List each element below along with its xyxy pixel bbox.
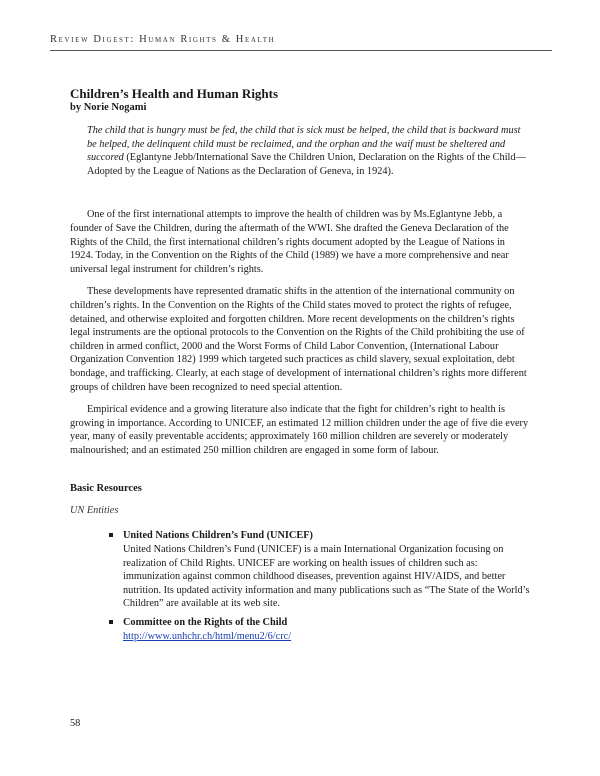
article-body (70, 86, 530, 648)
section-heading: Basic Resources (70, 483, 142, 495)
epigraph (87, 124, 530, 178)
resource-name: Committee on the Rights of the Child (123, 617, 288, 629)
page-number: 58 (70, 718, 81, 729)
list-item (70, 529, 530, 611)
body-paragraph-1: One of the first international attempts to improve the health of children was by Ms.Eglantyne Jebb, a founder of Save the Children, during the aftermath of the WWI. She drafted the Geneva Declaration of the Rights of the Child, the first international children’s rights document adopted by the League of Nations in 1924. Today, in the Convention on the Rights of the Child (1989) we have a more comprehensive and near universal legal instrument for children’s rights. (70, 209, 509, 275)
body-paragraph-3: Empirical evidence and a growing literature also indicate that the fight for children’s right to health is growing in importance. According to UNICEF, an estimated 12 million children under the age of five die every year, many of easily preventable accidents; approximately 160 million children are severely or moderately malnourished; and an estimated 250 million children are engaged in some form of labour. (70, 404, 529, 456)
bullet-icon (109, 533, 113, 537)
body-paragraph-2: These developments have represented dramatic shifts in the attention of the international community on children’s rights. In the Convention on the Rights of the Child states moved to protect the rights of refugee, detained, and otherwise exploited and forgotten children. More recent developments on the children’s rights legal instruments are the optional protocols to the Convention on the Rights of the Child prohibiting the use of children in armed conflict, 2000 and the Worst Forms of Child Labor Convention, (International Labour Organization Convention 182) 1999 which targeted such practices as child slavery, sexual exploitation, debt bondage, and trafficking. Clearly, at each stage of development of international children’s rights more different groups of children have been recognized to need special attention. (70, 286, 527, 393)
bullet-icon (109, 620, 113, 624)
resource-name: United Nations Children’s Fund (UNICEF) (123, 530, 313, 542)
article-byline: by Norie Nogami (70, 102, 147, 113)
header-rule (50, 50, 552, 51)
resource-list (70, 529, 530, 643)
running-head: Review Digest: Human Rights & Health (50, 34, 276, 45)
resource-description: United Nations Children’s Fund (UNICEF) is a main International Organization focusing on realization of Child Rights. UNICEF are working on health issues of children such as: immunization against common childhood diseases, prevention against HIV/AIDS, and better nutrition. Its updated activity information and many publications such as “The State of the World’s Children” are available at its web site. (123, 544, 530, 610)
subsection-heading: UN Entities (70, 505, 119, 517)
list-item (70, 616, 530, 643)
article-title: Children’s Health and Human Rights (70, 86, 279, 101)
epigraph-quote: The child that is hungry must be fed, the child that is sick must be helped, the child that is backward must be helped, the delinquent child must be reclaimed, and the orphan and the waif must be sheltered and succored (87, 125, 521, 164)
resource-link[interactable]: http://www.unhchr.ch/html/menu2/6/crc/ (123, 630, 292, 642)
epigraph-source: (Eglantyne Jebb/International Save the Children Union, Declaration on the Rights of the Child—Adopted by the League of Nations as the Declaration of Geneva, in 1924). (87, 152, 526, 177)
